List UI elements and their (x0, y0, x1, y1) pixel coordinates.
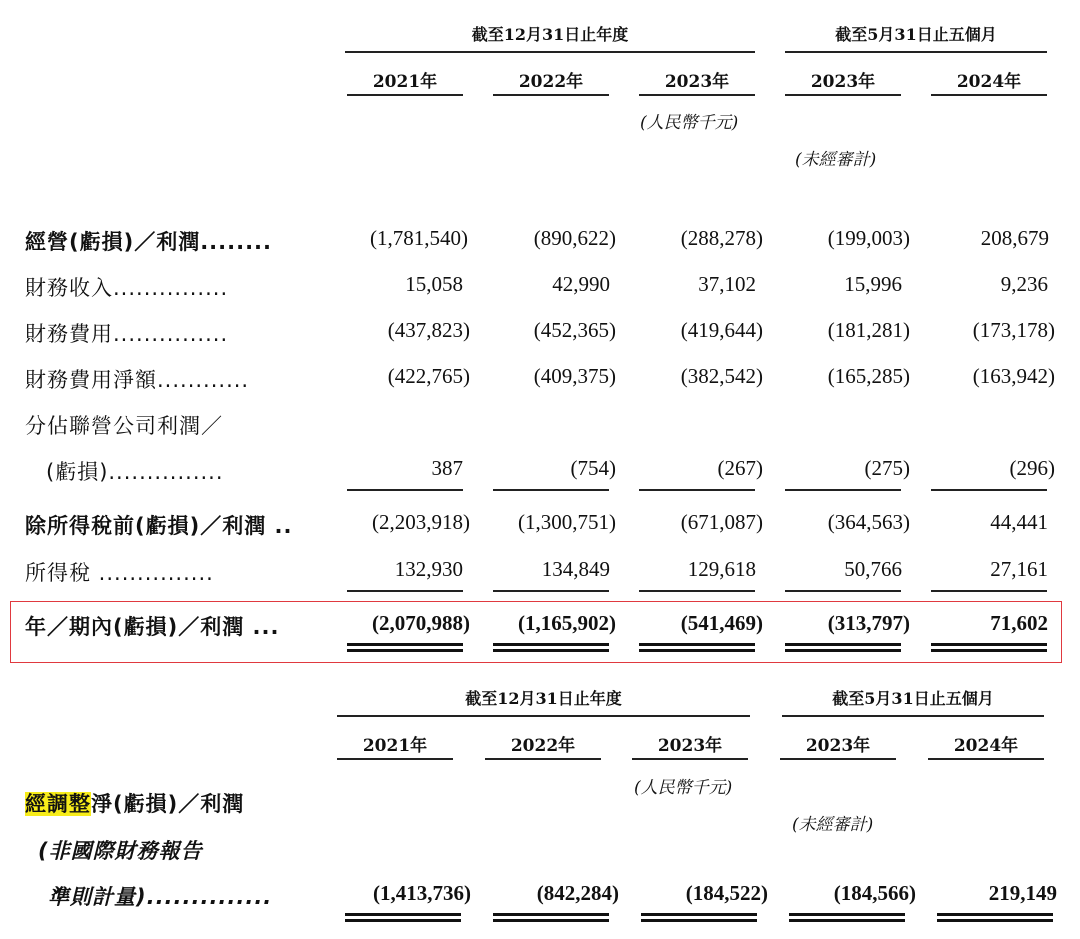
t1-year-col-3: 2023年 (664, 72, 730, 92)
cell: 42,990 (552, 272, 610, 296)
t2-period-year-header: 截至12月31日止年度 (465, 689, 622, 708)
total-double-rule-3 (639, 643, 755, 652)
cell: (296) (1009, 456, 1055, 480)
row-operating-label: 經營(虧損)／利潤........ (25, 230, 273, 254)
total-double-rule-5 (931, 643, 1047, 652)
t2-year-rule-1 (337, 758, 453, 760)
cell: (382,542) (680, 364, 763, 388)
tax-rule-4 (785, 590, 901, 592)
cell: (1,781,540) (370, 226, 468, 250)
cell: 44,441 (990, 510, 1048, 534)
t1-period-year-header: 截至12月31日止年度 (471, 25, 629, 44)
cell: (437,823) (387, 318, 470, 342)
row-net-finance-label: 財務費用淨額............ (25, 368, 250, 392)
t2-double-rule-4 (789, 913, 905, 922)
tax-rule-2 (493, 590, 609, 592)
cell: (409,375) (533, 364, 616, 388)
adjusted-label-line1 (25, 788, 244, 818)
cell: 208,679 (980, 226, 1049, 250)
row-pretax-label: 除所得稅前(虧損)／利潤 .. (25, 514, 293, 538)
cell: (754) (570, 456, 616, 480)
cell: 15,996 (844, 272, 902, 296)
t1-year-rule-3 (639, 94, 755, 96)
cell: (419,644) (680, 318, 763, 342)
cell: (842,284) (536, 881, 619, 905)
cell: (313,797) (827, 611, 910, 635)
total-double-rule-2 (493, 643, 609, 652)
cell: (452,365) (533, 318, 616, 342)
t1-period-5m-rule (785, 51, 1047, 53)
t2-double-rule-2 (493, 913, 609, 922)
cell: (1,165,902) (518, 611, 616, 635)
row-finance-income-label: 財務收入............... (25, 276, 229, 300)
t2-double-rule-3 (641, 913, 757, 922)
t2-double-rule-1 (345, 913, 461, 922)
t2-year-rule-2 (485, 758, 601, 760)
adjusted-highlight: 經調整 (25, 792, 91, 816)
row-associates-label-line2: (虧損)............... (46, 460, 224, 484)
total-double-rule-1 (347, 643, 463, 652)
cell: (364,563) (827, 510, 910, 534)
t2-year-rule-4 (780, 758, 896, 760)
cell: 15,058 (405, 272, 463, 296)
t1-year-col-2: 2022年 (518, 72, 584, 92)
t2-unaudited-label: (未經審計) (792, 815, 874, 835)
adjusted-label-line2: (非國際財務報告 (38, 839, 203, 863)
cell: (275) (864, 456, 910, 480)
cell: (2,203,918) (372, 510, 470, 534)
cell: (288,278) (680, 226, 763, 250)
subtotal-rule-4 (785, 489, 901, 491)
t2-year-rule-3 (632, 758, 748, 760)
t1-unit-label: (人民幣千元) (640, 113, 739, 133)
t2-year-col-1: 2021年 (362, 736, 428, 756)
t2-year-col-5: 2024年 (953, 736, 1019, 756)
t1-year-rule-4 (785, 94, 901, 96)
cell: 50,766 (844, 557, 902, 581)
cell: (422,765) (387, 364, 470, 388)
t1-year-rule-2 (493, 94, 609, 96)
cell: (199,003) (827, 226, 910, 250)
t2-year-col-2: 2022年 (510, 736, 576, 756)
row-income-tax-label: 所得稅 ............... (25, 561, 214, 585)
cell: (541,469) (680, 611, 763, 635)
cell: (1,300,751) (518, 510, 616, 534)
t2-year-col-4: 2023年 (805, 736, 871, 756)
t2-period-5m-header: 截至5月31日止五個月 (832, 689, 994, 708)
cell: (671,087) (680, 510, 763, 534)
t2-year-col-3: 2023年 (657, 736, 723, 756)
tax-rule-3 (639, 590, 755, 592)
cell: 134,849 (541, 557, 610, 581)
cell: (890,622) (533, 226, 616, 250)
cell: 132,930 (394, 557, 463, 581)
cell: 219,149 (988, 881, 1057, 905)
cell: (1,413,736) (373, 881, 471, 905)
cell: 129,618 (687, 557, 756, 581)
cell: 71,602 (990, 611, 1048, 635)
cell: 27,161 (990, 557, 1048, 581)
cell: (165,285) (827, 364, 910, 388)
subtotal-rule-5 (931, 489, 1047, 491)
row-net-loss-label: 年／期內(虧損)／利潤 ... (25, 615, 280, 639)
t1-year-col-1: 2021年 (372, 72, 438, 92)
t2-period-5m-rule (782, 715, 1044, 717)
t1-period-year-rule (345, 51, 755, 53)
t1-year-col-4: 2023年 (810, 72, 876, 92)
t1-year-rule-1 (347, 94, 463, 96)
t1-year-col-5: 2024年 (956, 72, 1022, 92)
subtotal-rule-3 (639, 489, 755, 491)
t1-year-rule-5 (931, 94, 1047, 96)
t1-period-5m-header: 截至5月31日止五個月 (835, 25, 997, 44)
t2-year-rule-5 (928, 758, 1044, 760)
row-finance-cost-label: 財務費用............... (25, 322, 229, 346)
adjusted-label-line3: 準則計量).............. (48, 885, 273, 909)
cell: (163,942) (972, 364, 1055, 388)
row-associates-label-line1: 分佔聯營公司利潤／ (25, 414, 223, 438)
t1-unaudited-label: (未經審計) (795, 150, 877, 170)
cell: (181,281) (827, 318, 910, 342)
cell: (267) (717, 456, 763, 480)
t2-unit-label: (人民幣千元) (634, 778, 733, 798)
tax-rule-5 (931, 590, 1047, 592)
cell: (173,178) (972, 318, 1055, 342)
tax-rule-1 (347, 590, 463, 592)
adjusted-label-rest: 淨(虧損)／利潤 (91, 792, 245, 816)
total-double-rule-4 (785, 643, 901, 652)
cell: 9,236 (1000, 272, 1048, 296)
cell: (184,522) (685, 881, 768, 905)
t2-period-year-rule (337, 715, 750, 717)
subtotal-rule-1 (347, 489, 463, 491)
cell: (2,070,988) (372, 611, 470, 635)
cell: 387 (431, 456, 463, 480)
cell: 37,102 (698, 272, 756, 296)
subtotal-rule-2 (493, 489, 609, 491)
cell: (184,566) (833, 881, 916, 905)
t2-double-rule-5 (937, 913, 1053, 922)
